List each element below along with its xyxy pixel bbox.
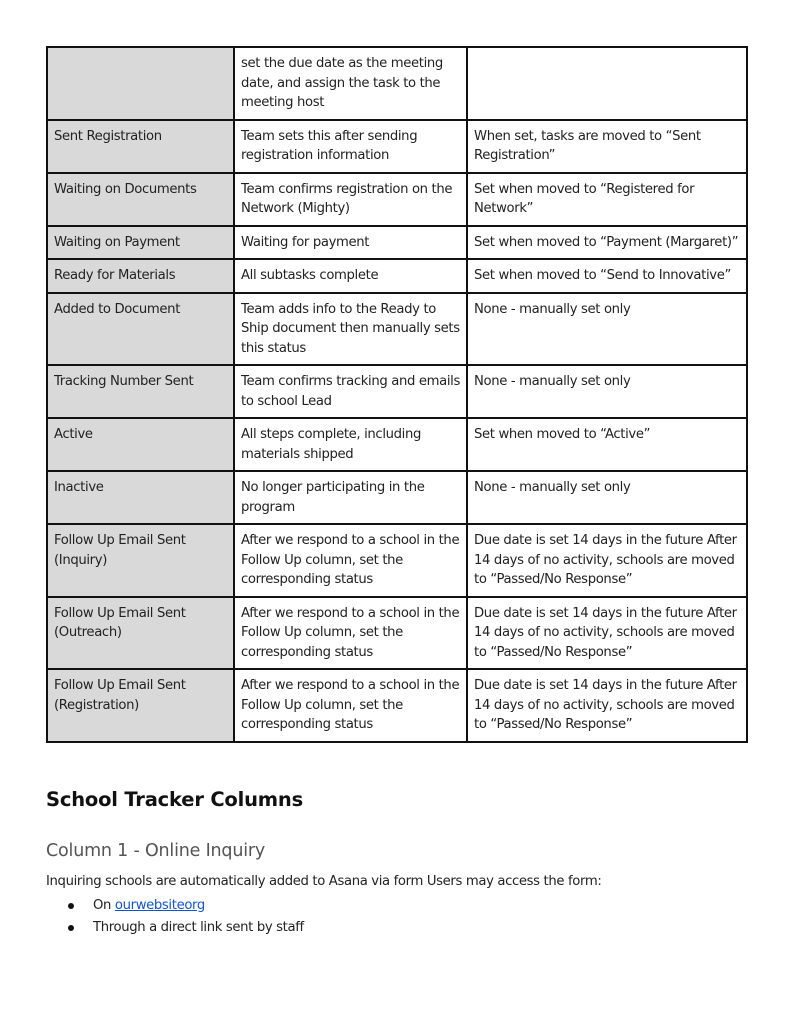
status-cell: Active	[47, 418, 234, 471]
description-cell: set the due date as the meeting date, and assign the task to the meeting host	[234, 47, 467, 120]
automation-cell: None - manually set only	[467, 471, 747, 524]
description-cell: Team sets this after sending registration information	[234, 120, 467, 173]
status-cell: Added to Document	[47, 293, 234, 366]
description-cell: Team confirms registration on the Network (Mighty)	[234, 173, 467, 226]
bullet-list	[46, 895, 304, 939]
status-cell: Follow Up Email Sent (Outreach)	[47, 597, 234, 670]
table-row	[47, 524, 747, 597]
description-cell: Team confirms tracking and emails to school Lead	[234, 365, 467, 418]
automation-cell: When set, tasks are moved to “Sent Registration”	[467, 120, 747, 173]
status-cell	[47, 47, 234, 120]
status-cell: Waiting on Payment	[47, 226, 234, 260]
table-row	[47, 47, 747, 120]
description-cell: All subtasks complete	[234, 259, 467, 293]
table-row	[47, 226, 747, 260]
description-cell: No longer participating in the program	[234, 471, 467, 524]
status-cell: Tracking Number Sent	[47, 365, 234, 418]
list-item	[93, 917, 304, 939]
table-row	[47, 669, 747, 742]
table-row	[47, 293, 747, 366]
automation-cell: Due date is set 14 days in the future After 14 days of no activity, schools are moved to “Passed/No Response”	[467, 669, 747, 742]
table-row	[47, 471, 747, 524]
list-item	[93, 895, 304, 917]
table-row	[47, 418, 747, 471]
status-table	[46, 46, 748, 743]
status-cell: Ready for Materials	[47, 259, 234, 293]
automation-cell: Set when moved to “Payment (Margaret)”	[467, 226, 747, 260]
automation-cell: Due date is set 14 days in the future After 14 days of no activity, schools are moved to “Passed/No Response”	[467, 524, 747, 597]
list-item-text: Through a direct link sent by staff	[93, 920, 304, 935]
automation-cell: Set when moved to “Active”	[467, 418, 747, 471]
description-cell: After we respond to a school in the Follow Up column, set the corresponding status	[234, 669, 467, 742]
automation-cell: None - manually set only	[467, 293, 747, 366]
automation-cell: Set when moved to “Registered for Network”	[467, 173, 747, 226]
description-cell: After we respond to a school in the Follow Up column, set the corresponding status	[234, 524, 467, 597]
table-row	[47, 120, 747, 173]
status-cell: Follow Up Email Sent (Inquiry)	[47, 524, 234, 597]
bullet-icon	[68, 925, 74, 931]
description-cell: Team adds info to the Ready to Ship document then manually sets this status	[234, 293, 467, 366]
description-cell: After we respond to a school in the Follow Up column, set the corresponding status	[234, 597, 467, 670]
status-cell: Sent Registration	[47, 120, 234, 173]
automation-cell: Set when moved to “Send to Innovative”	[467, 259, 747, 293]
status-cell: Follow Up Email Sent (Registration)	[47, 669, 234, 742]
table-row	[47, 597, 747, 670]
body-paragraph: Inquiring schools are automatically added to Asana via form Users may access the form:	[46, 874, 602, 889]
description-cell: All steps complete, including materials shipped	[234, 418, 467, 471]
website-link[interactable]: ourwebsiteorg	[114, 898, 205, 913]
section-heading: School Tracker Columns	[46, 788, 304, 811]
document-page	[46, 46, 746, 743]
automation-cell	[467, 47, 747, 120]
status-cell: Inactive	[47, 471, 234, 524]
table-row	[47, 259, 747, 293]
subsection-heading: Column 1 - Online Inquiry	[46, 841, 266, 861]
bullet-icon	[68, 903, 74, 909]
table-row	[47, 173, 747, 226]
status-cell: Waiting on Documents	[47, 173, 234, 226]
list-item-text: On	[93, 898, 115, 913]
description-cell: Waiting for payment	[234, 226, 467, 260]
automation-cell: None - manually set only	[467, 365, 747, 418]
automation-cell: Due date is set 14 days in the future After 14 days of no activity, schools are moved to “Passed/No Response”	[467, 597, 747, 670]
table-row	[47, 365, 747, 418]
